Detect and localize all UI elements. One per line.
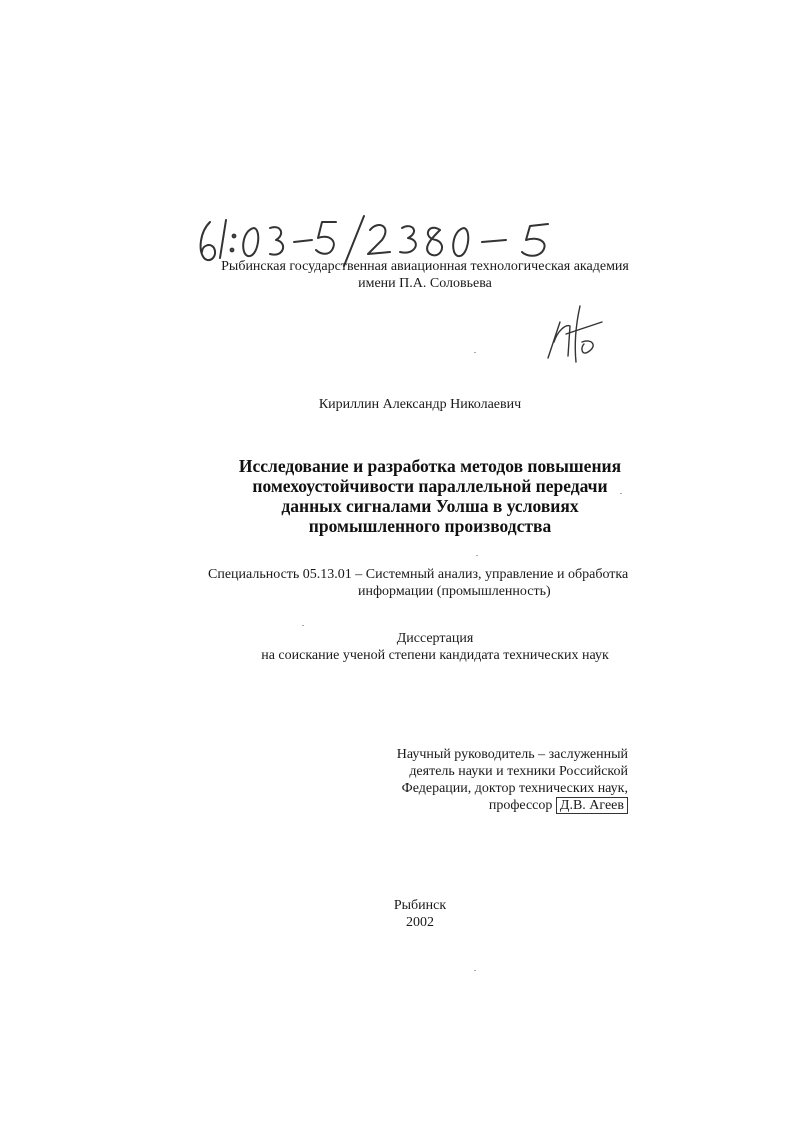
scan-speck [302, 625, 304, 626]
dissertation-block [200, 630, 670, 664]
specialty-line: информации (промышленность) [358, 584, 551, 599]
supervisor-block [360, 746, 628, 814]
dissertation-title [180, 456, 680, 536]
dissertation-label: Диссертация [396, 631, 474, 646]
supervisor-line: Федерации, доктор технических наук, [401, 781, 628, 796]
degree-statement: на соискание ученой степени кандидата технических наук [261, 648, 609, 663]
supervisor-line [360, 797, 628, 814]
institution-name: Рыбинская государственная авиационная технологическая академия [221, 259, 629, 274]
city: Рыбинск [393, 898, 447, 913]
scan-speck [620, 493, 622, 494]
supervisor-title: профессор [488, 798, 553, 813]
scan-speck [474, 970, 476, 971]
supervisor-line: деятель науки и техники Российской [409, 764, 628, 779]
title-line: помехоустойчивости параллельной передачи [252, 476, 608, 496]
signature-mark [540, 302, 610, 366]
title-line: промышленного производства [308, 516, 552, 536]
scan-speck [476, 555, 478, 556]
year: 2002 [406, 915, 434, 930]
institution-block [200, 258, 650, 292]
supervisor-name: Д.В. Агеев [556, 797, 628, 814]
specialty-block [150, 566, 710, 600]
institution-honorific: имени П.А. Соловьева [358, 276, 492, 291]
author-name: Кириллин Александр Николаевич [318, 397, 522, 412]
title-line: данных сигналами Уолша в условиях [281, 496, 579, 516]
place-and-year [350, 897, 490, 931]
scan-speck [474, 352, 476, 353]
supervisor-line: Научный руководитель – заслуженный [396, 747, 628, 762]
specialty-line: Специальность 05.13.01 – Системный анализ, управление и обработка [208, 567, 629, 582]
title-line: Исследование и разработка методов повышения [238, 456, 622, 476]
